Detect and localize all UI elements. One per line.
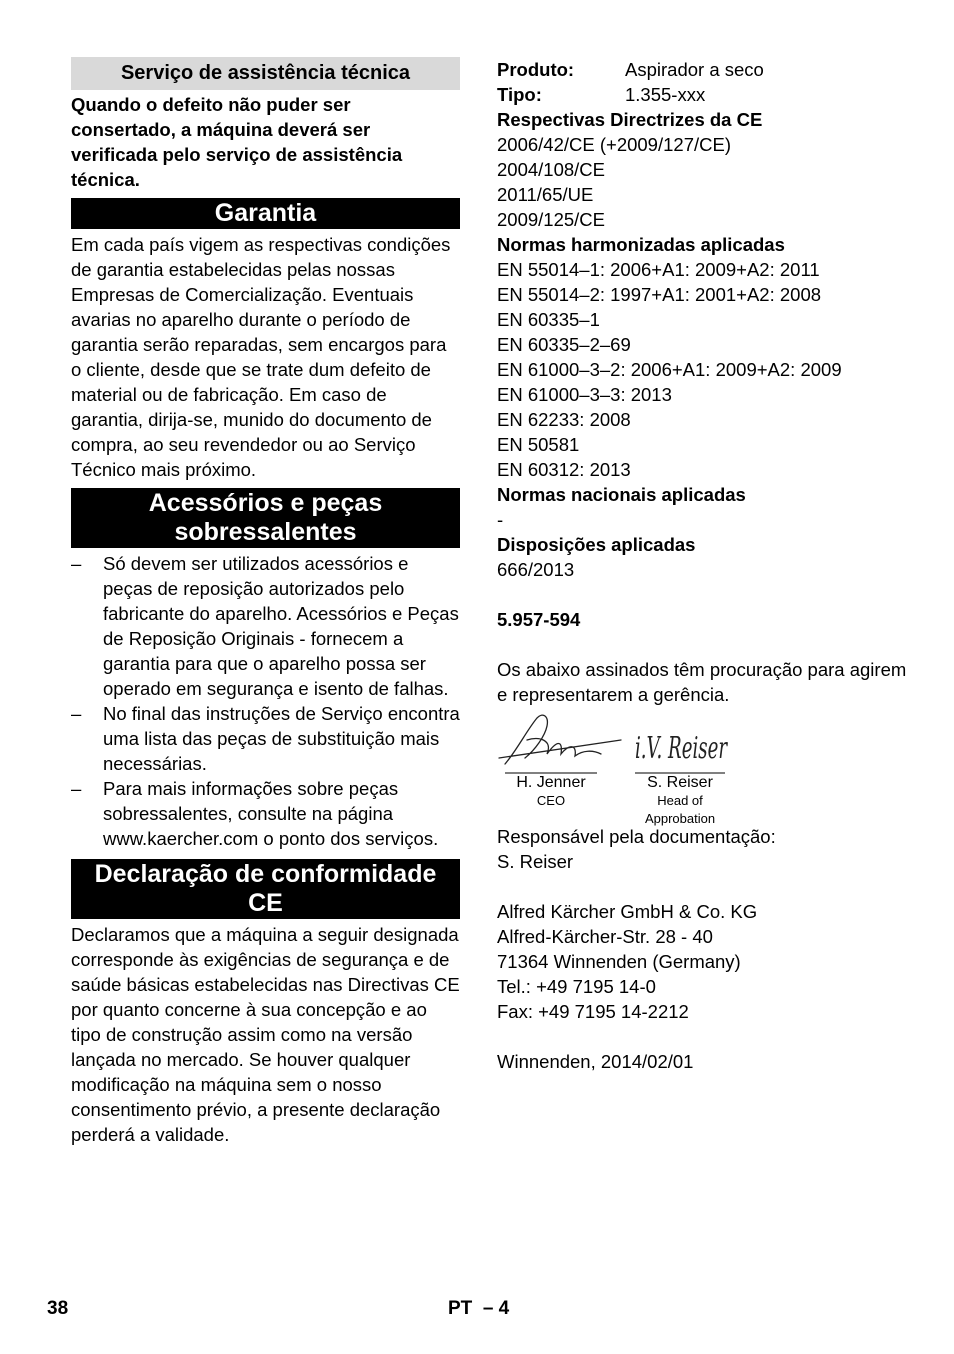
signer2-title: Head of Approbation <box>644 793 716 826</box>
norm-item: EN 61000–3–2: 2006+A1: 2009+A2: 2009 <box>497 359 842 380</box>
address-line: Alfred Kärcher GmbH & Co. KG <box>497 901 758 922</box>
norm-item: EN 62233: 2008 <box>497 409 631 430</box>
national-norms-value: - <box>497 509 504 530</box>
signer-reiser <box>625 710 753 828</box>
declaration-heading-line-1: Declaração de conformidade <box>94 860 437 888</box>
list-item <box>71 701 460 776</box>
bullet-dash: – <box>71 553 82 574</box>
norm-item: EN 60312: 2013 <box>497 459 631 480</box>
doc-responsible-name: S. Reiser <box>497 851 574 872</box>
warranty-heading-text: Garantia <box>214 199 317 227</box>
accessories-list <box>71 551 460 851</box>
norm-item: EN 55014–2: 1997+A1: 2001+A2: 2008 <box>497 284 822 305</box>
list-item-text: Só devem ser utilizados acessórios e peças de reposição autorizados pelo fabricante do aparelho. Acessórios e Peças de Reposição Originais - fornecem a garantia para que o aparelho possa ser operado em segurança e isento de falhas. <box>103 553 459 699</box>
signatures <box>497 710 917 826</box>
doc-responsible-label: Responsável pela documentação: <box>497 826 776 847</box>
type-label: Tipo: <box>497 84 542 105</box>
list-item <box>71 776 460 851</box>
norm-item: EN 55014–1: 2006+A1: 2009+A2: 2011 <box>497 259 820 280</box>
address-line: Tel.: +49 7195 14-0 <box>497 976 656 997</box>
company-address <box>497 899 917 1024</box>
directive-item: 2009/125/CE <box>497 209 606 230</box>
declaration-heading <box>71 859 460 919</box>
address-line: Alfred-Kärcher-Str. 28 - 40 <box>497 926 713 947</box>
page-number: 38 <box>47 1298 69 1319</box>
type-row <box>497 82 917 107</box>
left-column <box>71 57 460 1147</box>
type-value: 1.355-xxx <box>625 84 706 105</box>
warranty-heading <box>71 198 460 229</box>
product-value: Aspirador a seco <box>625 59 764 80</box>
provisions-heading: Disposições aplicadas <box>497 534 696 555</box>
signer2-name: S. Reiser <box>647 774 713 791</box>
list-item <box>71 551 460 701</box>
address-line: Fax: +49 7195 14-2212 <box>497 1001 689 1022</box>
provisions-value: 666/2013 <box>497 559 575 580</box>
warranty-text: Em cada país vigem as respectivas condições de garantia estabelecidas pelas nossas Empresas de Comercialização. Eventuais avarias no aparelho durante o período de garantia serão reparadas, sem encargos para o cliente, desde que se trate dum defeito de material ou de fabricação. Em caso de garantia, dirija-se, munido do documento de compra, ao seu revendedor ou ao Serviço Técnico mais próximo. <box>71 234 451 480</box>
norm-item: EN 50581 <box>497 434 580 455</box>
product-label: Produto: <box>497 59 575 80</box>
service-text: Quando o defeito não puder ser consertado, a máquina deverá ser verificada pelo serviço de assistência técnica. <box>71 94 403 190</box>
bullet-dash: – <box>71 703 82 724</box>
signature-reiser <box>625 710 753 774</box>
signature-jenner <box>497 710 622 774</box>
signature-reiser-text: i.V. Reiser <box>635 731 728 766</box>
product-row <box>497 57 917 82</box>
norm-item: EN 61000–3–3: 2013 <box>497 384 672 405</box>
bullet-dash: – <box>71 778 82 799</box>
service-heading: Serviço de assistência técnica <box>71 57 460 90</box>
address-line: 71364 Winnenden (Germany) <box>497 951 741 972</box>
national-norms-heading: Normas nacionais aplicadas <box>497 484 746 505</box>
right-column <box>497 57 917 1074</box>
declaration-heading-line-2: CE <box>248 889 283 917</box>
signer-jenner <box>497 710 597 810</box>
place-date: Winnenden, 2014/02/01 <box>497 1051 694 1072</box>
norm-item: EN 60335–2–69 <box>497 334 631 355</box>
accessories-heading-line-2: sobressalentes <box>174 518 357 546</box>
document-number: 5.957-594 <box>497 609 581 630</box>
declaration-text: Declaramos que a máquina a seguir designada corresponde às exigências de segurança e de saúde básicas estabelecidas nas Directivas CE por quanto concerne à sua concepção e ao tipo de construção assim como na versão lançada no mercado. Se houver qualquer modificação na máquina sem o nosso consentimento prévio, a presente declaração perderá a validade. <box>71 924 460 1145</box>
signer1-title: CEO <box>536 793 566 808</box>
signatories-text: Os abaixo assinados têm procuração para agirem e representarem a gerência. <box>497 659 907 705</box>
accessories-heading <box>71 488 460 548</box>
norms-heading: Normas harmonizadas aplicadas <box>497 234 785 255</box>
directive-item: 2004/108/CE <box>497 159 606 180</box>
page-label: PT – 4 <box>448 1298 510 1319</box>
list-item-text: Para mais informações sobre peças sobressalentes, consulte na página www.kaercher.com o ponto dos serviços. <box>103 778 439 849</box>
list-item-text: No final das instruções de Serviço encontra uma lista das peças de substituição mais necessárias. <box>103 703 460 774</box>
directive-item: 2011/65/UE <box>497 184 594 205</box>
directive-item: 2006/42/CE (+2009/127/CE) <box>497 134 731 155</box>
signer1-name: H. Jenner <box>516 774 586 791</box>
norm-item: EN 60335–1 <box>497 309 600 330</box>
directives-heading: Respectivas Directrizes da CE <box>497 109 763 130</box>
accessories-heading-line-1: Acessórios e peças <box>148 489 383 517</box>
